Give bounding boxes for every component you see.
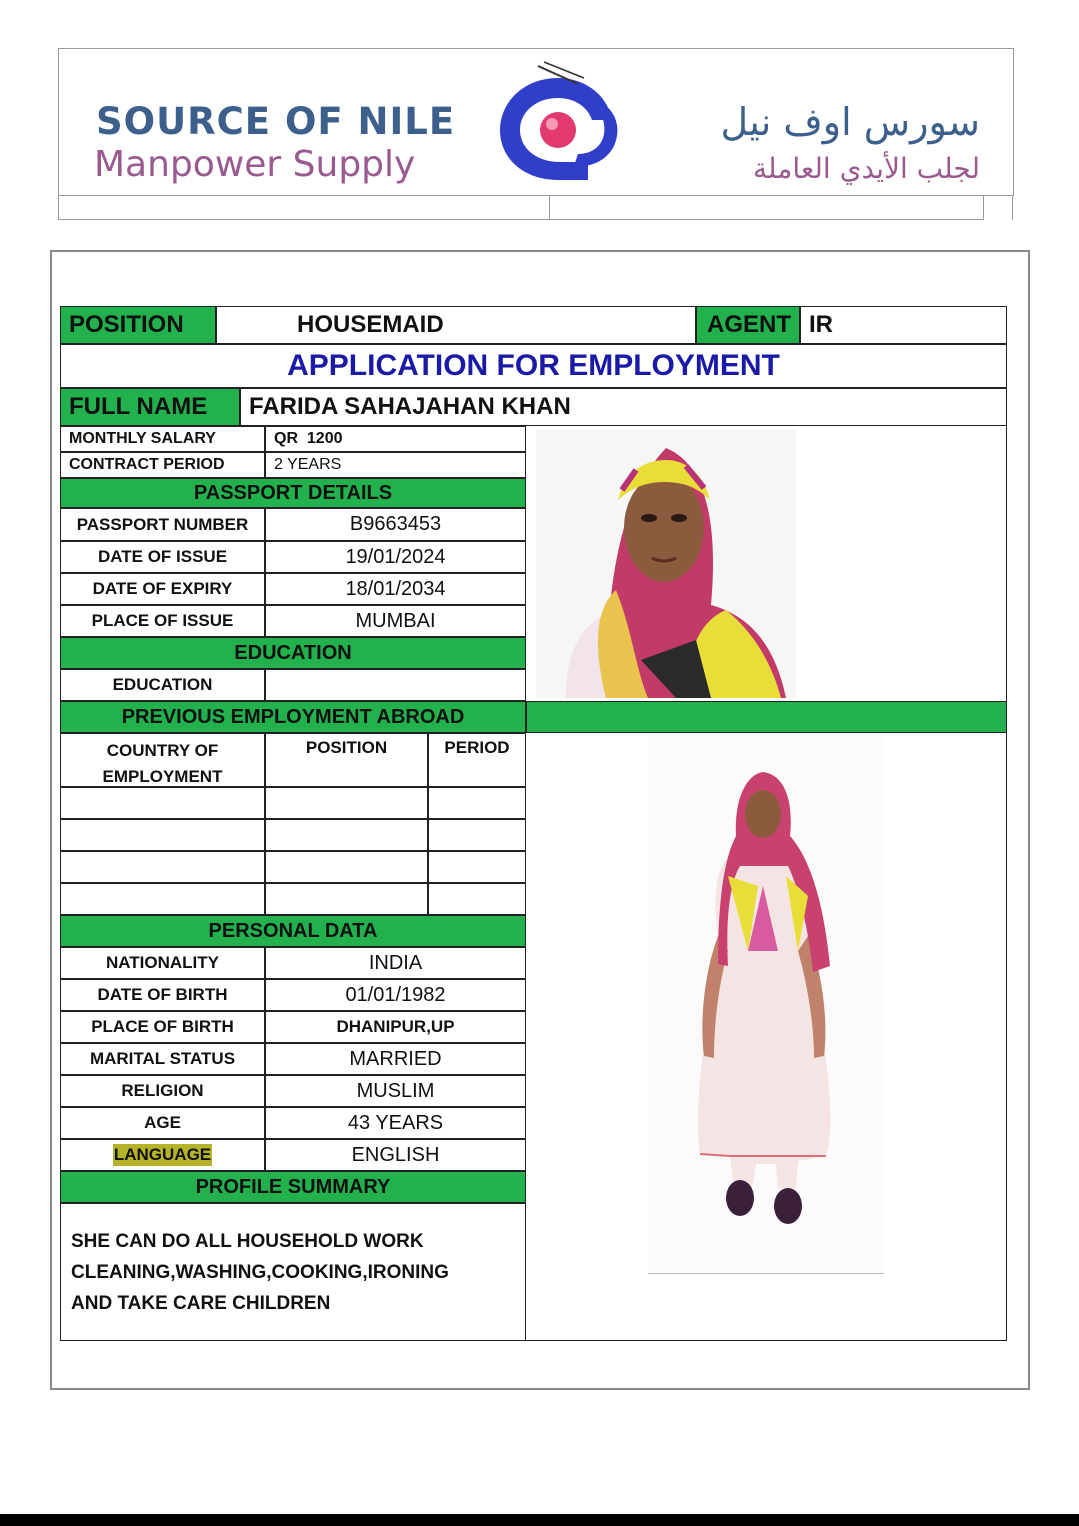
nationality-label: NATIONALITY [60,947,265,979]
nationality-value: INDIA [265,947,526,979]
passport-heading: PASSPORT DETAILS [60,478,526,508]
employment-row-2-position [265,819,428,851]
employment-heading-extension [526,701,1007,733]
place-of-birth-value: DHANIPUR,UP [265,1011,526,1043]
employment-row-1-period [428,787,526,819]
expiry-date-label: DATE OF EXPIRY [60,573,265,605]
profile-summary-box [60,1203,526,1341]
position-value: HOUSEMAID [216,306,696,344]
employment-row-4-position [265,883,428,915]
contract-period-label: CONTRACT PERIOD [60,452,265,478]
religion-label: RELIGION [60,1075,265,1107]
dob-value: 01/01/1982 [265,979,526,1011]
language-label: LANGUAGE [113,1145,212,1164]
language-label-cell [60,1139,265,1171]
personal-heading: PERSONAL DATA [60,915,526,947]
full-body-photo [648,736,884,1274]
place-of-issue-value: MUMBAI [265,605,526,637]
contract-period-value: 2 YEARS [265,452,526,478]
expiry-date-value: 18/01/2034 [265,573,526,605]
marital-status-label: MARITAL STATUS [60,1043,265,1075]
education-label: EDUCATION [60,669,265,701]
religion-value: MUSLIM [265,1075,526,1107]
salary-value: QR 1200 [265,426,526,452]
full-name-label: FULL NAME [60,388,240,426]
company-name-en: SOURCE OF NILE [96,100,456,143]
col-period: PERIOD [428,733,526,787]
headshot-photo [536,430,796,698]
age-label: AGE [60,1107,265,1139]
agent-value: IR [800,306,1007,344]
letterhead-bottom-band [58,196,984,220]
age-value: 43 YEARS [265,1107,526,1139]
col-country-of-employment: COUNTRY OF EMPLOYMENT [60,733,265,787]
dob-label: DATE OF BIRTH [60,979,265,1011]
profile-heading: PROFILE SUMMARY [60,1171,526,1203]
company-tagline-en: Manpower Supply [94,144,416,185]
profile-line-3: AND TAKE CARE CHILDREN [71,1292,331,1314]
issue-date-value: 19/01/2024 [265,541,526,573]
company-logo-icon [488,58,628,188]
issue-date-label: DATE OF ISSUE [60,541,265,573]
screen-bottom-bar [0,1514,1079,1526]
employment-row-1-country [60,787,265,819]
employment-row-3-country [60,851,265,883]
employment-row-3-position [265,851,428,883]
employment-row-3-period [428,851,526,883]
page-title: APPLICATION FOR EMPLOYMENT [60,344,1007,388]
language-value: ENGLISH [265,1139,526,1171]
place-of-issue-label: PLACE OF ISSUE [60,605,265,637]
company-name-ar: سورس اوف نيل [720,100,980,144]
employment-row-4-country [60,883,265,915]
employment-row-2-country [60,819,265,851]
education-heading: EDUCATION [60,637,526,669]
marital-status-value: MARRIED [265,1043,526,1075]
profile-line-1: SHE CAN DO ALL HOUSEHOLD WORK [71,1230,424,1252]
profile-line-2: CLEANING,WASHING,COOKING,IRONING [71,1261,449,1283]
education-value [265,669,526,701]
full-name-value: FARIDA SAHAJAHAN KHAN [240,388,1007,426]
employment-row-4-period [428,883,526,915]
employment-heading: PREVIOUS EMPLOYMENT ABROAD [60,701,526,733]
passport-number-label: PASSPORT NUMBER [60,508,265,541]
passport-number-value: B9663453 [265,508,526,541]
place-of-birth-label: PLACE OF BIRTH [60,1011,265,1043]
agent-label: AGENT [696,306,800,344]
position-label: POSITION [60,306,216,344]
employment-row-1-position [265,787,428,819]
company-tagline-ar: لجلب الأيدي العاملة [753,152,980,185]
col-position: POSITION [265,733,428,787]
salary-label: MONTHLY SALARY [60,426,265,452]
employment-row-2-period [428,819,526,851]
